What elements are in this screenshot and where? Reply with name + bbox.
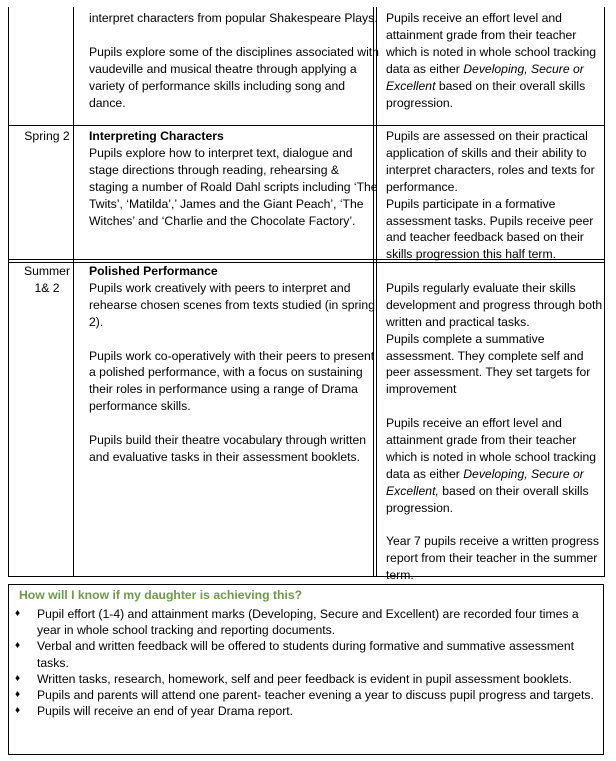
achievement-item: ♦ Pupil effort (1-4) and attainment marks (Developing, Secure and Excellent) are recorded four times a year in whole school tracking and reporting documents. xyxy=(15,607,579,638)
row-2-assessment-para-2: Pupils participate in a formative assessment tasks. Pupils receive peer and teacher feedback based on their skills progression this half term. xyxy=(386,196,594,262)
row-2-assessment xyxy=(386,128,608,263)
curriculum-table xyxy=(8,7,605,583)
diamond-bullet-icon: ♦ xyxy=(15,608,21,619)
row-3-term: Summer 1& 2 xyxy=(23,264,71,295)
row-3-assessment xyxy=(386,263,608,584)
row-3-activity-title: Polished Performance xyxy=(89,264,218,278)
row-3-assessment-para-1: Pupils regularly evaluate their skills development and progress through both written and practical tasks. xyxy=(386,280,603,329)
diamond-bullet-icon: ♦ xyxy=(15,640,21,652)
diamond-bullet-icon: ♦ xyxy=(15,705,21,717)
diamond-bullet-icon: ♦ xyxy=(15,689,21,701)
row-2-term: Spring 2 xyxy=(24,129,70,143)
row-3-assessment-para-2: Pupils complete a summative assessment. They complete self and peer assessment. They set targets for improvement xyxy=(386,331,591,397)
row-2-activity xyxy=(89,128,379,229)
achievement-item: ♦ Verbal and written feedback will be offered to students during formative and summative assessment tasks. xyxy=(15,639,574,670)
row-2-assessment-para-1: Pupils are assessed on their practical application of skills and their ability to interpret characters, roles and texts for performance. xyxy=(386,129,595,194)
diamond-bullet-icon: ♦ xyxy=(15,672,21,684)
achievement-box xyxy=(8,584,604,755)
row-1-assessment xyxy=(386,10,608,111)
row-2-activity-para-1: Pupils explore how to interpret text, dialogue and stage directions through reading, rehearsing & staging a number of Roald Dahl scripts including ‘The Twits’, ‘Matilda’,’ James and the Giant Peach’, ‘The Witches’ and ‘Charlie and the Chocolate Factory’. xyxy=(89,145,378,228)
row-1-assessment-para-1: Pupils receive an effort level and attainment grade from their teacher which is noted in whole school tracking data as either Developing, Secure or Excellent based on their overall skills progression. xyxy=(386,11,597,110)
achievement-item: ♦ Pupils and parents will attend one parent- teacher evening a year to discuss pupil progress and targets. xyxy=(15,688,594,703)
achievement-item: ♦ Written tasks, research, homework, self and peer feedback is evident in pupil assessment booklets. xyxy=(15,671,572,686)
row-3-assessment-para-3: Pupils receive an effort level and attainment grade from their teacher which is noted in whole school tracking data as either Developing, Secure or Excellent, based on their overall skills progression. xyxy=(386,416,597,515)
achievement-list xyxy=(13,606,603,719)
row-3-activity-para-1: Pupils work creatively with peers to interpret and rehearse chosen scenes from texts studied (in spring 2). xyxy=(89,280,375,329)
row-2-activity-title: Interpreting Characters xyxy=(89,129,224,143)
row-1-activity-para-1: interpret characters from popular Shakespeare Plays. xyxy=(89,11,378,25)
table-border-left xyxy=(8,7,9,577)
row-1-activity xyxy=(89,10,379,111)
row-3-activity xyxy=(89,263,379,466)
achievement-item: ♦ Pupils will receive an end of year Drama report. xyxy=(15,704,294,719)
row-3-assessment-para-4: Year 7 pupils receive a written progress report from their teacher in the summer term. xyxy=(386,534,599,583)
achievement-title: How will I know if my daughter is achieving this? xyxy=(19,588,303,602)
row-separator-1 xyxy=(8,125,605,126)
row-3-activity-para-2: Pupils work co-operatively with their peers to present a polished performance, with a focus on sustaining their roles in performance using a range of Drama performance skills. xyxy=(89,348,375,414)
row-1-activity-para-2: Pupils explore some of the disciplines associated with vaudeville and musical theatre through applying a variety of performance skills including song and dance. xyxy=(89,44,379,110)
row-3-activity-para-3: Pupils build their theatre vocabulary through written and evaluative tasks in their assessment booklets. xyxy=(89,433,367,464)
